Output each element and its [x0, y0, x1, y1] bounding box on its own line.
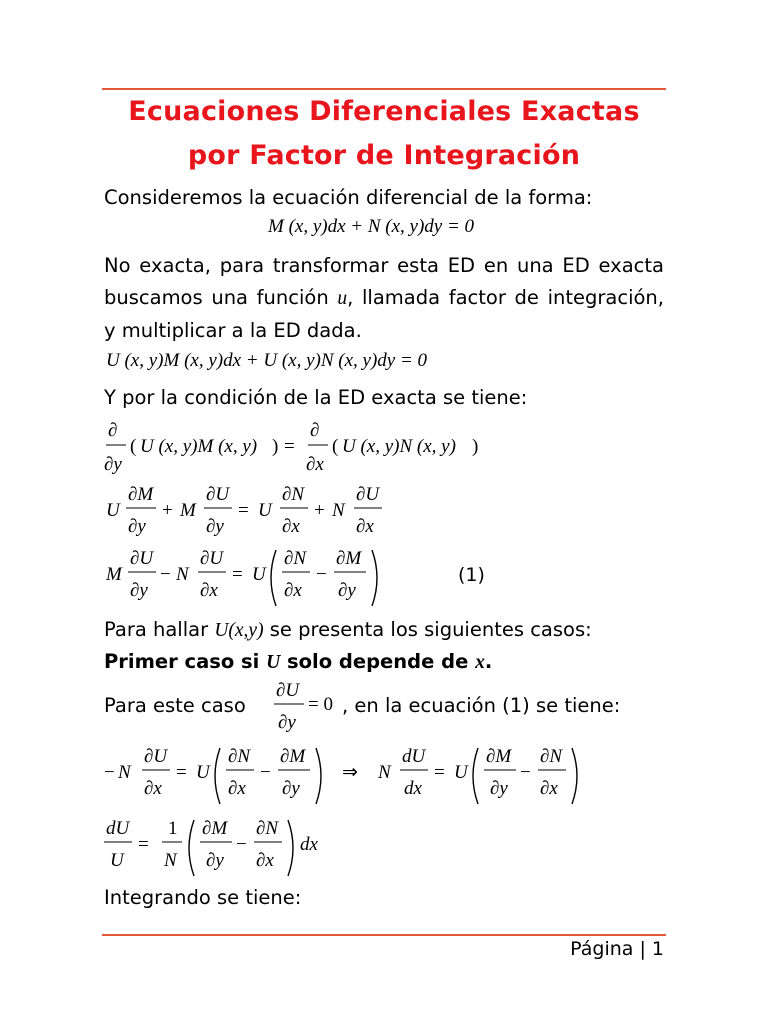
svg-text:M: M: [106, 564, 122, 585]
svg-text:−: −: [520, 762, 531, 783]
no-exacta-paragraph: [104, 250, 664, 347]
svg-text:∂x: ∂x: [540, 778, 558, 799]
svg-text:=: =: [284, 436, 295, 457]
document-title-line-2: por Factor de Integración: [187, 140, 581, 171]
svg-text:−: −: [104, 762, 115, 783]
svg-text:U: U: [196, 762, 210, 783]
svg-text:+: +: [314, 500, 325, 521]
page-number: Página | 1: [570, 938, 664, 960]
svg-text:(: (: [130, 436, 137, 457]
svg-text:dU: dU: [106, 818, 130, 839]
svg-text:∂x: ∂x: [256, 850, 274, 871]
svg-text:dx: dx: [300, 834, 318, 855]
svg-text:U: U: [258, 500, 272, 521]
u-of-xy-variable: U(x,y): [214, 620, 264, 641]
equation-general-form: M (x, y)dx + N (x, y)dy = 0: [268, 216, 475, 237]
header-rule: [102, 88, 666, 90]
svg-text:N: N: [332, 500, 345, 521]
para-hallar-paragraph: [104, 614, 664, 647]
document-title-line-1: Ecuaciones Diferenciales Exactas: [128, 96, 640, 127]
caso-var-u: U: [266, 652, 281, 673]
caso-var-x: x: [475, 652, 485, 673]
svg-text:U: U: [110, 850, 124, 871]
svg-text:N: N: [378, 762, 391, 783]
svg-text:N: N: [176, 564, 189, 585]
svg-text:∂x: ∂x: [282, 516, 300, 537]
svg-text:∂U: ∂U: [200, 548, 224, 569]
svg-text:∂U: ∂U: [206, 484, 230, 505]
svg-text:−: −: [316, 564, 327, 585]
svg-text:∂y: ∂y: [128, 516, 146, 537]
svg-text:∂x: ∂x: [356, 516, 374, 537]
svg-text:=: =: [138, 834, 149, 855]
svg-text:∂M: ∂M: [128, 484, 154, 505]
svg-text:U: U: [454, 762, 468, 783]
svg-text:): ): [472, 436, 479, 457]
equation-exactness-condition: [104, 418, 494, 480]
svg-text:∂N: ∂N: [256, 818, 279, 839]
svg-text:1: 1: [168, 818, 178, 839]
para-este-caso-rest: , en la ecuación (1) se tiene:: [342, 694, 621, 717]
equation-expanded: [104, 484, 404, 546]
svg-text:−: −: [260, 762, 271, 783]
equation-du-dy-zero: [272, 680, 344, 736]
equation-1: [104, 546, 404, 610]
svg-text:dx: dx: [404, 778, 422, 799]
svg-text:∂y: ∂y: [278, 712, 296, 733]
svg-text:∂x: ∂x: [228, 778, 246, 799]
svg-text:⇒: ⇒: [342, 762, 358, 783]
svg-text:∂U: ∂U: [130, 548, 154, 569]
svg-text:U (x, y)M (x, y): U (x, y)M (x, y): [140, 436, 258, 457]
para-este-text-1: Para este caso: [104, 694, 246, 717]
svg-text:U (x, y)N (x, y): U (x, y)N (x, y): [342, 436, 456, 457]
integrando-paragraph: Integrando se tiene:: [104, 886, 302, 909]
svg-text:∂M: ∂M: [280, 746, 306, 767]
para-hallar-text-2: se presenta los siguientes casos:: [263, 618, 592, 641]
equation-multiplied: U (x, y)M (x, y)dx + U (x, y)N (x, y)dy = 0: [106, 350, 428, 371]
svg-text:∂N: ∂N: [540, 746, 563, 767]
svg-text:−: −: [160, 564, 171, 585]
equation-case1-derivation: [102, 742, 592, 808]
svg-text:∂y: ∂y: [104, 454, 122, 475]
svg-text:∂U: ∂U: [144, 746, 168, 767]
svg-text:∂x: ∂x: [144, 778, 162, 799]
svg-text:(: (: [332, 436, 339, 457]
svg-text:dU: dU: [402, 746, 426, 767]
svg-text:∂U: ∂U: [276, 680, 300, 701]
caso-text-2: solo depende de: [280, 650, 476, 673]
svg-text:∂y: ∂y: [338, 580, 356, 601]
svg-text:= 0: = 0: [308, 694, 333, 715]
svg-text:=: =: [176, 762, 187, 783]
svg-text:∂x: ∂x: [200, 580, 218, 601]
caso-text-1: Primer caso si: [104, 650, 267, 673]
no-exacta-text-2: , llamada factor de integración, y multiplicar a la ED dada.: [104, 286, 664, 342]
svg-text:+: +: [162, 500, 173, 521]
svg-text:N: N: [118, 762, 131, 783]
para-hallar-text-1: Para hallar: [104, 618, 215, 641]
svg-text:∂U: ∂U: [356, 484, 380, 505]
condition-paragraph: Y por la condición de la ED exacta se tiene:: [104, 386, 528, 409]
svg-text:∂M: ∂M: [202, 818, 228, 839]
equation-number-1: (1): [458, 564, 485, 586]
primer-caso-heading: [104, 646, 664, 679]
svg-text:): ): [272, 436, 279, 457]
equation-separated: [104, 814, 334, 880]
svg-text:∂N: ∂N: [228, 746, 251, 767]
svg-text:∂M: ∂M: [336, 548, 362, 569]
svg-text:∂x: ∂x: [284, 580, 302, 601]
svg-text:∂y: ∂y: [206, 850, 224, 871]
footer-rule: [102, 934, 666, 936]
svg-text:=: =: [238, 500, 249, 521]
svg-text:∂y: ∂y: [206, 516, 224, 537]
svg-text:N: N: [164, 850, 177, 871]
svg-text:=: =: [232, 564, 243, 585]
svg-text:M: M: [180, 500, 196, 521]
svg-text:=: =: [434, 762, 445, 783]
svg-text:∂x: ∂x: [306, 454, 324, 475]
svg-text:∂y: ∂y: [282, 778, 300, 799]
factor-u-variable: u: [337, 288, 348, 309]
intro-paragraph: Consideremos la ecuación diferencial de la forma:: [104, 186, 593, 209]
svg-text:∂y: ∂y: [490, 778, 508, 799]
svg-text:∂N: ∂N: [284, 548, 307, 569]
svg-text:∂: ∂: [310, 420, 320, 441]
svg-text:−: −: [236, 834, 247, 855]
svg-text:∂: ∂: [108, 420, 118, 441]
no-exacta-text-1: No exacta, para transformar esta ED en una ED exacta buscamos una función: [104, 254, 664, 309]
svg-text:∂M: ∂M: [486, 746, 512, 767]
svg-text:∂y: ∂y: [130, 580, 148, 601]
caso-text-end: .: [484, 650, 493, 673]
svg-text:U: U: [252, 564, 266, 585]
svg-text:U: U: [106, 500, 120, 521]
svg-text:∂N: ∂N: [282, 484, 305, 505]
